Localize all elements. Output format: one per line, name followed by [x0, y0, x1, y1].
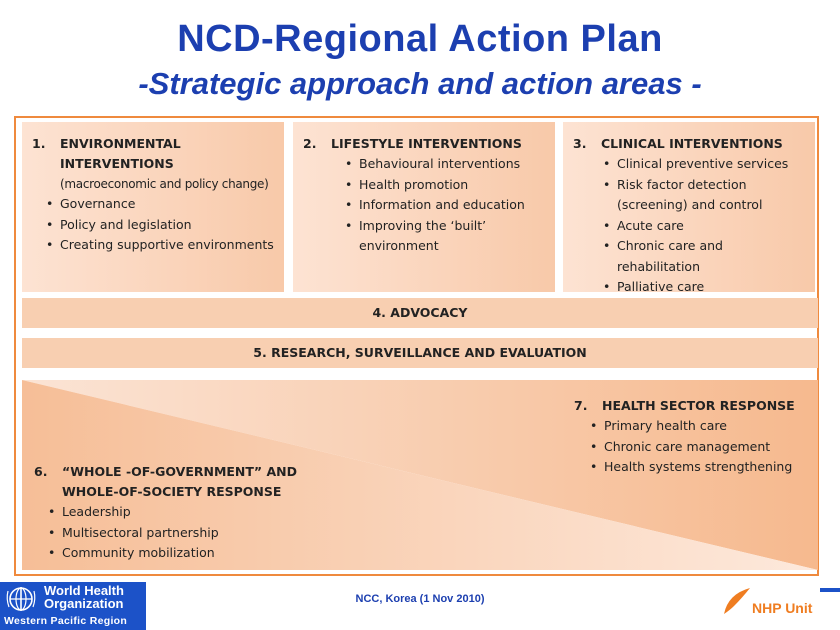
who-logo	[0, 582, 146, 630]
section-heading	[574, 396, 814, 416]
advocacy-bar: 4. ADVOCACY	[22, 298, 818, 328]
section-whole-of-society	[34, 462, 354, 564]
box-list	[303, 154, 547, 257]
box-list	[573, 154, 807, 298]
section-list	[574, 416, 814, 478]
box-note: (macroeconomic and policy change)	[60, 177, 269, 191]
list-item: • Creating supportive environments	[46, 235, 276, 256]
box-number: 1.	[32, 136, 46, 151]
section-number: 7.	[574, 398, 588, 413]
list-item: • Improving the ‘built’ environment	[345, 216, 547, 257]
section-number: 6.	[34, 464, 48, 479]
section-heading-text: “WHOLE -OF-GOVERNMENT” AND WHOLE-OF-SOCIETY RESPONSE	[62, 464, 297, 499]
section-list	[34, 502, 354, 564]
section-heading-text: HEALTH SECTOR RESPONSE	[602, 398, 795, 413]
list-item: • Health systems strengthening	[590, 457, 814, 478]
box-number: 2.	[303, 136, 317, 151]
list-item: • Clinical preventive services	[603, 154, 807, 175]
box-environmental	[22, 122, 284, 292]
list-item: • Risk factor detection (screening) and control	[603, 175, 807, 216]
box-heading-text: LIFESTYLE INTERVENTIONS	[331, 136, 522, 151]
list-item: • Information and education	[345, 195, 547, 216]
box-number: 3.	[573, 136, 587, 151]
region-name: Western Pacific Region	[4, 615, 128, 627]
list-item: • Community mobilization	[48, 543, 354, 564]
page-subtitle: -Strategic approach and action areas -	[138, 66, 702, 101]
list-item: • Primary health care	[590, 416, 814, 437]
section-health-sector	[574, 396, 814, 478]
footer-caption: NCC, Korea (1 Nov 2010)	[355, 593, 485, 605]
page-title: NCD-Regional Action Plan	[177, 18, 663, 60]
box-heading	[573, 134, 807, 154]
list-item: • Multisectoral partnership	[48, 523, 354, 544]
box-heading-text: CLINICAL INTERVENTIONS	[601, 136, 783, 151]
box-list	[32, 194, 276, 256]
nhp-unit-label: NHP Unit	[752, 600, 813, 616]
list-item: • Palliative care	[603, 277, 807, 298]
box-heading	[32, 134, 276, 174]
box-lifestyle	[293, 122, 555, 292]
list-item: • Health promotion	[345, 175, 547, 196]
globe-icon	[5, 585, 37, 613]
section-heading	[34, 462, 354, 502]
box-heading	[303, 134, 547, 154]
box-heading-text: ENVIRONMENTAL INTERVENTIONS	[60, 136, 181, 171]
org-name-line1: World Health	[44, 583, 124, 598]
list-item: • Chronic care and rehabilitation	[603, 236, 807, 277]
box-clinical	[563, 122, 815, 292]
list-item: • Governance	[46, 194, 276, 215]
list-item: • Chronic care management	[590, 437, 814, 458]
list-item: • Leadership	[48, 502, 354, 523]
blue-rule	[820, 588, 840, 592]
list-item: • Behavioural interventions	[345, 154, 547, 175]
list-item: • Policy and legislation	[46, 215, 276, 236]
research-bar: 5. RESEARCH, SURVEILLANCE AND EVALUATION	[22, 338, 818, 368]
list-item: • Acute care	[603, 216, 807, 237]
org-name-line2: Organization	[44, 596, 124, 611]
